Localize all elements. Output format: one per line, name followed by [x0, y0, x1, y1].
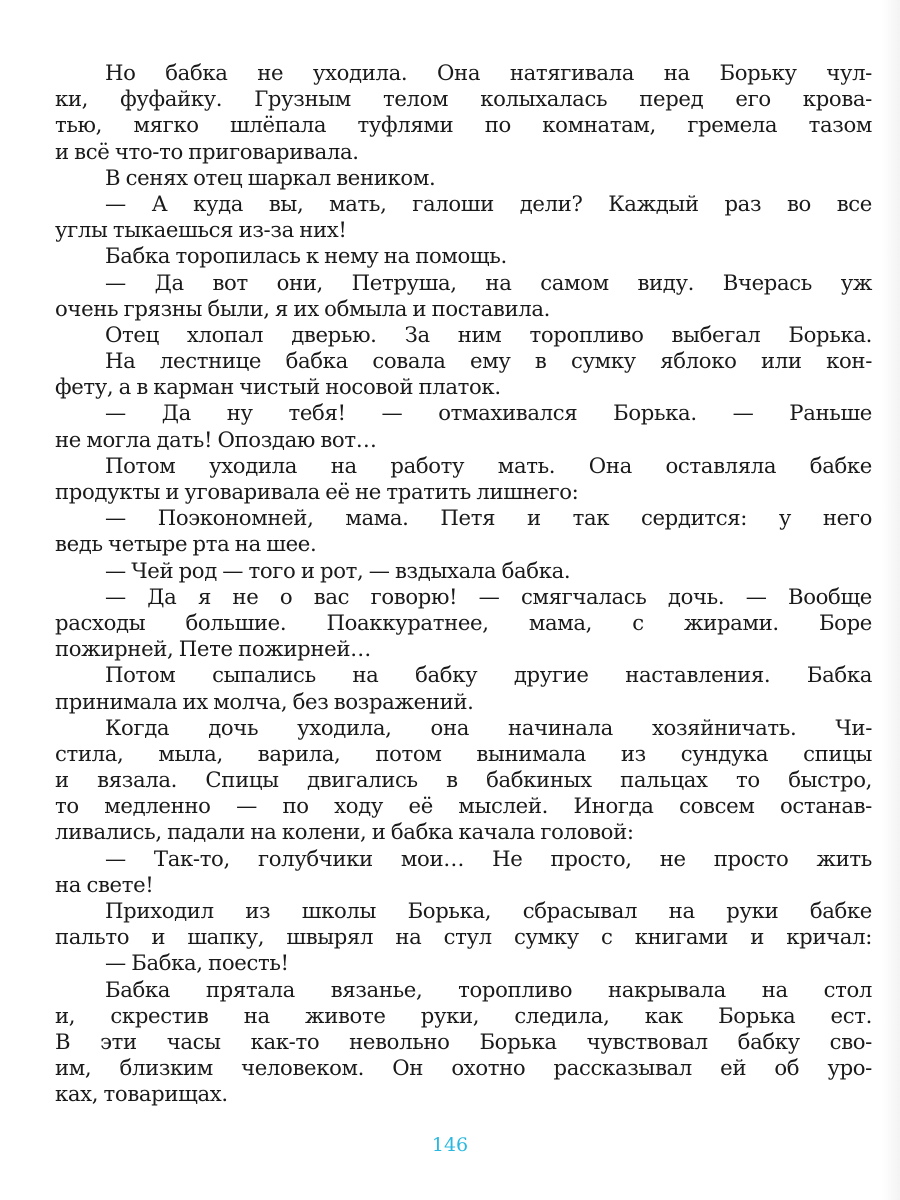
- text-line: принимала их молча, без возражений.: [55, 688, 474, 714]
- text-line: Приходил из школы Борька, сбрасывал на руки бабке: [105, 898, 872, 923]
- text-line: углы тыкаешься из-за них!: [55, 217, 347, 243]
- text-line: Отец хлопал дверью. За ним торопливо выбегал Борька.: [105, 321, 872, 347]
- page-body: [55, 60, 872, 1108]
- text-line: продукты и уговаривала её не тратить лишнего:: [55, 479, 579, 504]
- text-line: ведь четыре рта на шее.: [55, 531, 317, 557]
- text-line: — А куда вы, мать, галоши дели? Каждый раз во все: [105, 190, 872, 216]
- text-line: — Так-то, голубчики мои… Не просто, не просто жить: [105, 845, 872, 871]
- text-line: — Поэкономней, мама. Петя и так сердится: у него: [105, 505, 872, 531]
- text-line: В эти часы как-то невольно Борька чувствовал бабку сво-: [55, 1028, 872, 1054]
- text-line: фету, а в карман чистый носовой платок.: [55, 374, 501, 400]
- text-line: — Бабка, поесть!: [105, 950, 289, 976]
- text-line: очень грязны были, я их обмыла и поставила.: [55, 295, 551, 321]
- text-line: ках, товарищах.: [55, 1081, 228, 1107]
- text-line: — Да я не о вас говорю! — смягчалась дочь. — Вообще: [105, 583, 872, 609]
- text-line: тью, мягко шлёпала туфлями по комнатам, гремела тазом: [55, 112, 872, 138]
- text-line: пальто и шапку, швырял на стул сумку с книгами и кричал:: [55, 924, 872, 950]
- text-line: им, близким человеком. Он охотно рассказывал ей об уро-: [55, 1055, 872, 1081]
- text-line: ки, фуфайку. Грузным телом колыхалась перед его крова-: [55, 86, 872, 112]
- text-line: Когда дочь уходила, она начинала хозяйничать. Чи-: [105, 714, 872, 740]
- text-line: Бабка торопилась к нему на помощь.: [105, 243, 507, 269]
- text-line: не могла дать! Опоздаю вот…: [55, 426, 377, 452]
- text-line: расходы большие. Поаккуратнее, мама, с жирами. Боре: [55, 609, 872, 635]
- text-line: стила, мыла, варила, потом вынимала из сундука спицы: [55, 740, 872, 766]
- text-line: На лестнице бабка совала ему в сумку яблоко или кон-: [105, 348, 872, 374]
- text-line: В сенях отец шаркал веником.: [105, 164, 436, 190]
- text-line: и всё что-то приговаривала.: [55, 138, 359, 164]
- text-line: Бабка прятала вязанье, торопливо накрывала на стол: [105, 976, 872, 1002]
- text-line: и, скрестив на животе руки, следила, как Борька ест.: [55, 1002, 872, 1028]
- text-line: Но бабка не уходила. Она натягивала на Борьку чул-: [105, 60, 872, 85]
- text-line: Потом сыпались на бабку другие наставления. Бабка: [105, 662, 872, 688]
- page-edge-shadow: [882, 0, 900, 1200]
- text-line: — Чей род — того и рот, — вздыхала бабка.: [105, 557, 571, 583]
- page-number: 146: [431, 1134, 469, 1156]
- text-line: — Да ну тебя! — отмахивался Борька. — Раньше: [105, 400, 872, 426]
- text-line: Потом уходила на работу мать. Она оставляла бабке: [105, 452, 872, 478]
- text-line: пожирней, Пете пожирней…: [55, 636, 371, 662]
- text-line: и вязала. Спицы двигались в бабкиных пальцах то быстро,: [55, 767, 872, 793]
- text-line: на свете!: [55, 871, 154, 897]
- text-line: — Да вот они, Петруша, на самом виду. Вчерась уж: [105, 269, 872, 295]
- text-line: ливались, падали на колени, и бабка качала головой:: [55, 819, 634, 845]
- text-line: то медленно — по ходу её мыслей. Иногда совсем останав-: [55, 793, 872, 819]
